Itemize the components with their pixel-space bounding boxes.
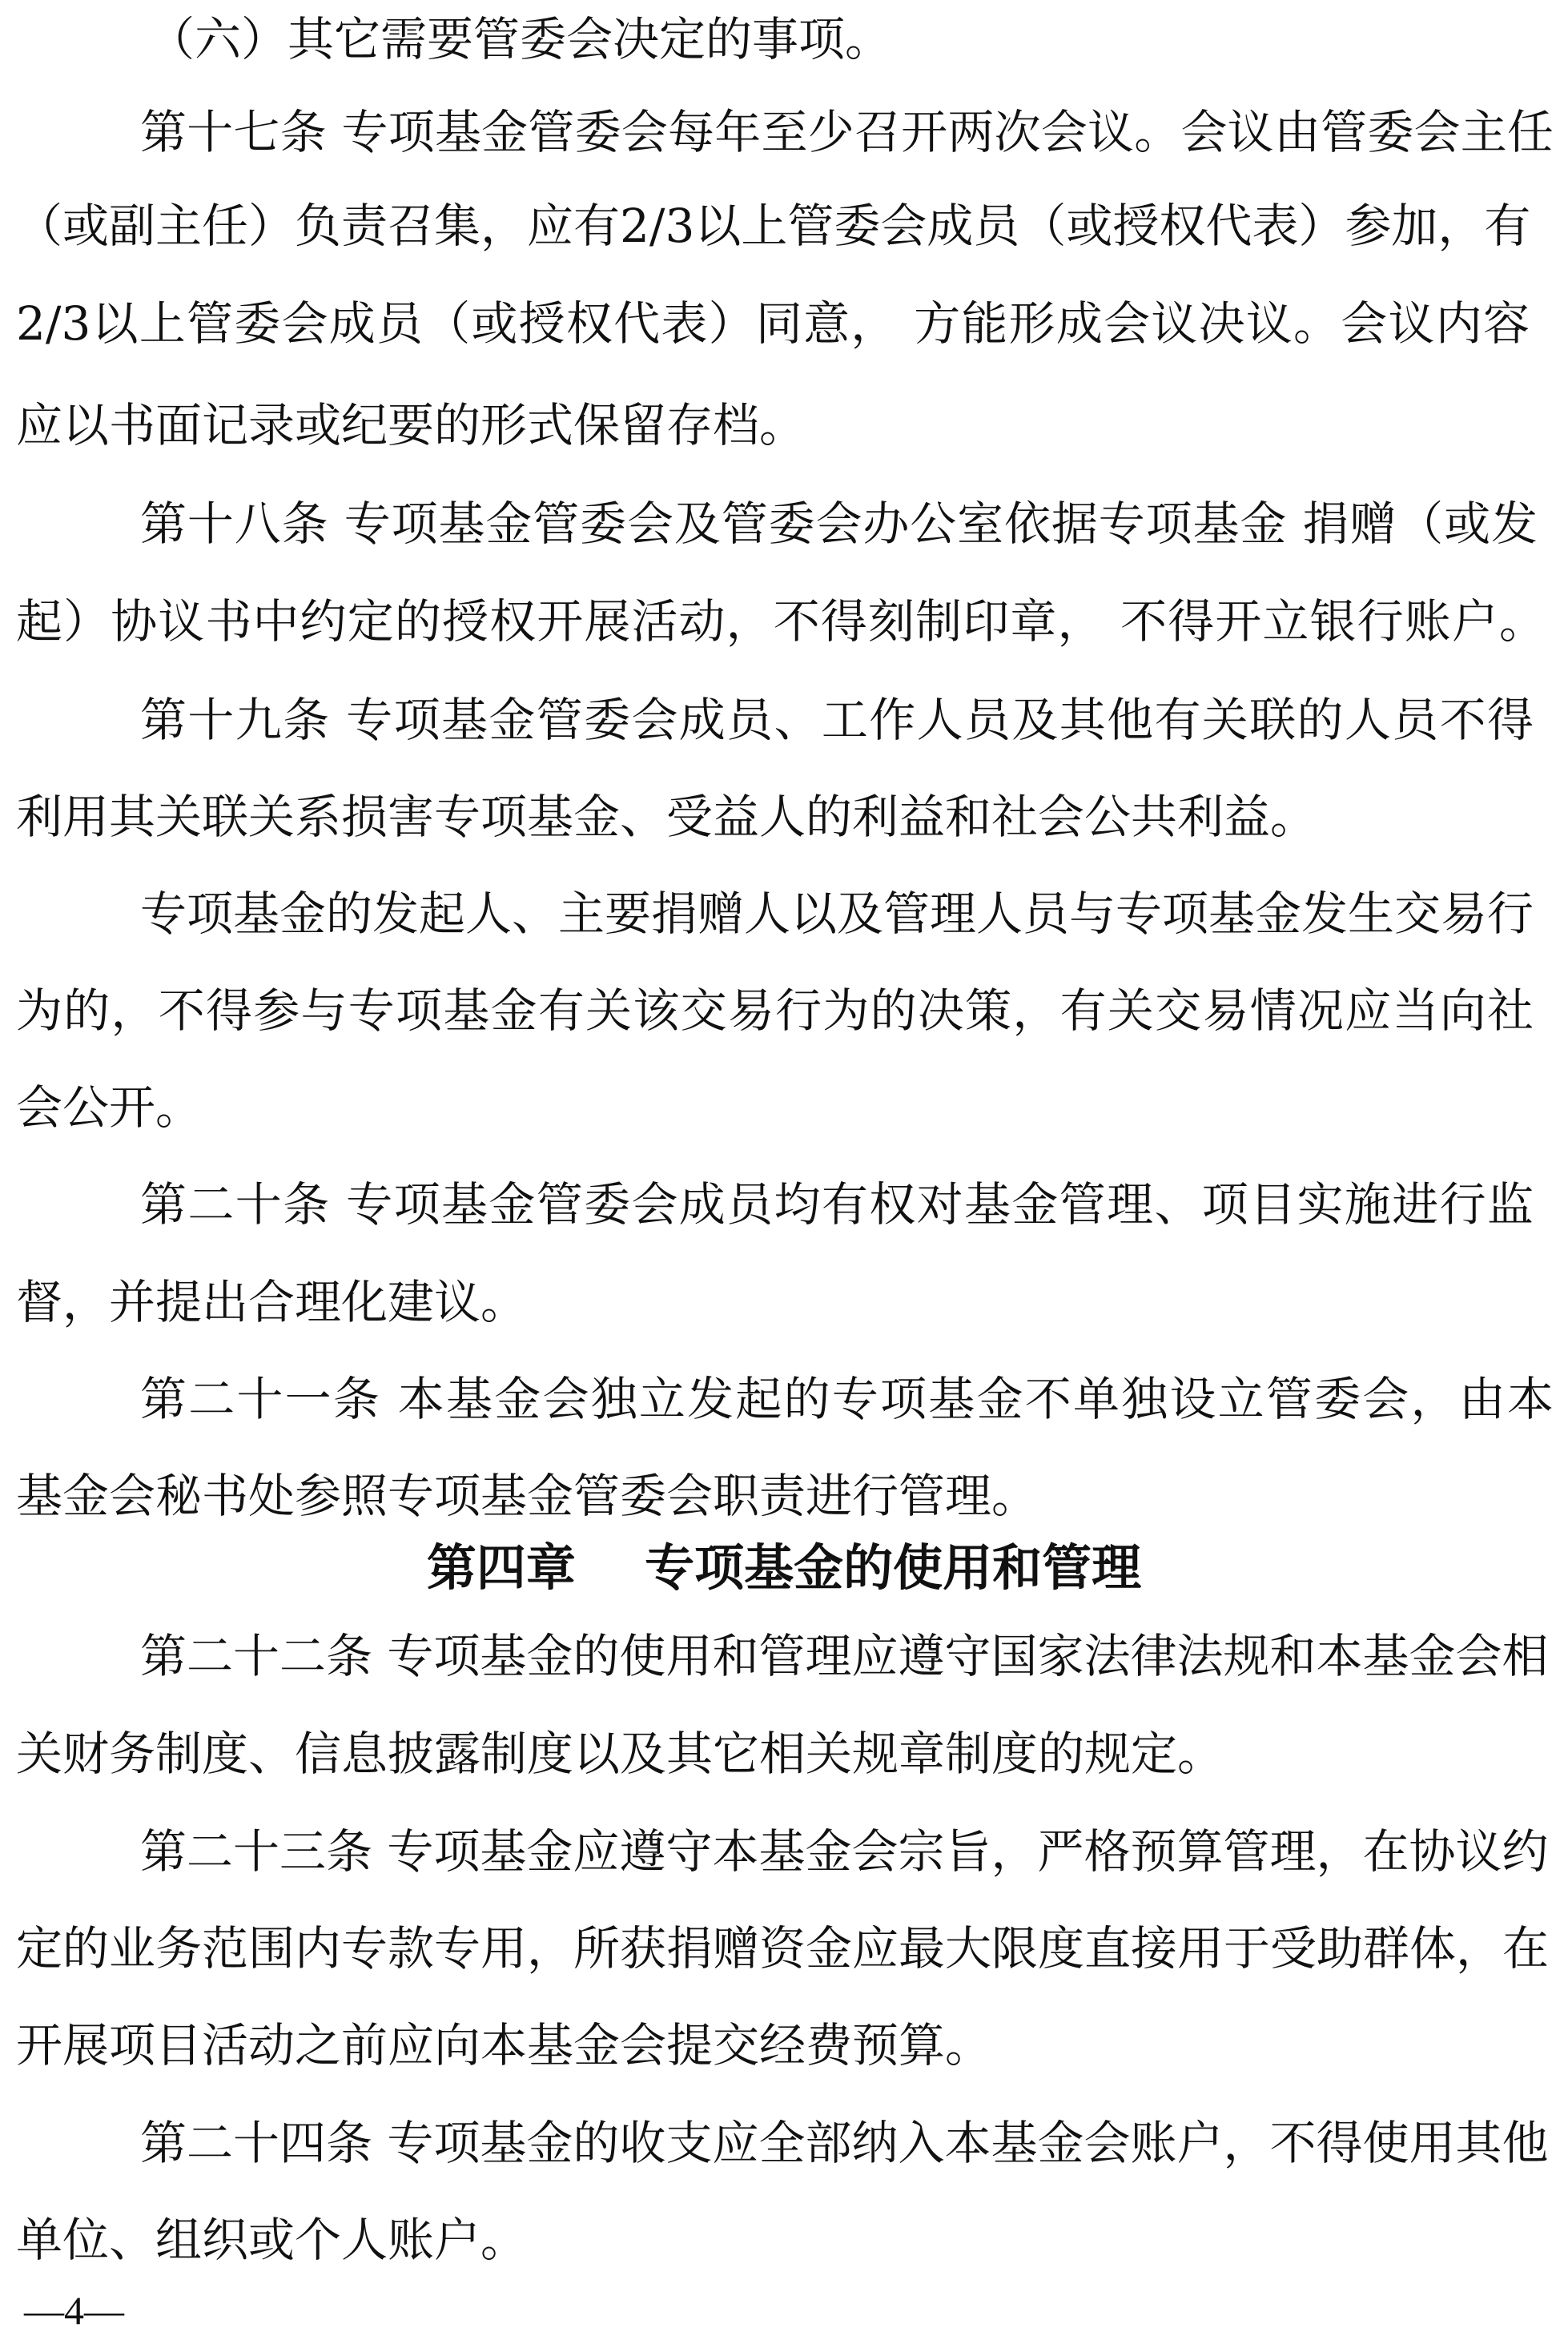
chapter-heading: 第四章 专项基金的使用和管理	[426, 1538, 1142, 1597]
text-line-13: 第二十条 专项基金管委会成员均有权对基金管理、项目实施进行监	[140, 1177, 1534, 1232]
text-line-16: 基金会秘书处参照专项基金管委会职责进行管理。	[16, 1469, 1039, 1523]
text-line-6: 第十八条 专项基金管委会及管委会办公室依据专项基金 捐赠（或发	[140, 497, 1538, 551]
text-line-7: 起）协议书中约定的授权开展活动，不得刻制印章， 不得开立银行账户。	[16, 594, 1546, 649]
text-line-4: 2/3以上管委会成员（或授权代表）同意， 方能形成会议决议。会议内容	[16, 296, 1530, 351]
text-line-14: 督，并提出合理化建议。	[16, 1275, 528, 1329]
text-line-8: 第十九条 专项基金管委会成员、工作人员及其他有关联的人员不得	[140, 693, 1534, 747]
text-line-18: 关财务制度、信息披露制度以及其它相关规章制度的规定。	[16, 1727, 1224, 1781]
text-line-22: 第二十四条 专项基金的收支应全部纳入本基金会账户，不得使用其他	[140, 2116, 1549, 2170]
text-line-15: 第二十一条 本基金会独立发起的专项基金不单独设立管委会，由本	[140, 1372, 1554, 1426]
text-line-23: 单位、组织或个人账户。	[16, 2213, 528, 2267]
text-line-1: （六）其它需要管委会决定的事项。	[148, 12, 892, 66]
text-line-17: 第二十二条 专项基金的使用和管理应遵守国家法律法规和本基金会相	[140, 1629, 1549, 1683]
text-line-11: 为的，不得参与专项基金有关该交易行为的决策，有关交易情况应当向社	[16, 983, 1534, 1038]
text-line-3: （或副主任）负责召集，应有2/3以上管委会成员（或授权代表）参加，有	[16, 199, 1531, 253]
text-line-19: 第二十三条 专项基金应遵守本基金会宗旨，严格预算管理，在协议约	[140, 1824, 1549, 1879]
text-line-2: 第十七条 专项基金管委会每年至少召开两次会议。会议由管委会主任	[140, 105, 1554, 159]
page-number: —4—	[24, 2288, 124, 2333]
text-line-5: 应以书面记录或纪要的形式保留存档。	[16, 398, 806, 452]
text-line-21: 开展项目活动之前应向本基金会提交经费预算。	[16, 2018, 992, 2073]
text-line-12: 会公开。	[16, 1080, 203, 1135]
text-line-10: 专项基金的发起人、主要捐赠人以及管理人员与专项基金发生交易行	[140, 887, 1534, 941]
text-line-9: 利用其关联关系损害专项基金、受益人的利益和社会公共利益。	[16, 790, 1317, 844]
text-line-20: 定的业务范围内专款专用，所获捐赠资金应最大限度直接用于受助群体，在	[16, 1921, 1550, 1976]
